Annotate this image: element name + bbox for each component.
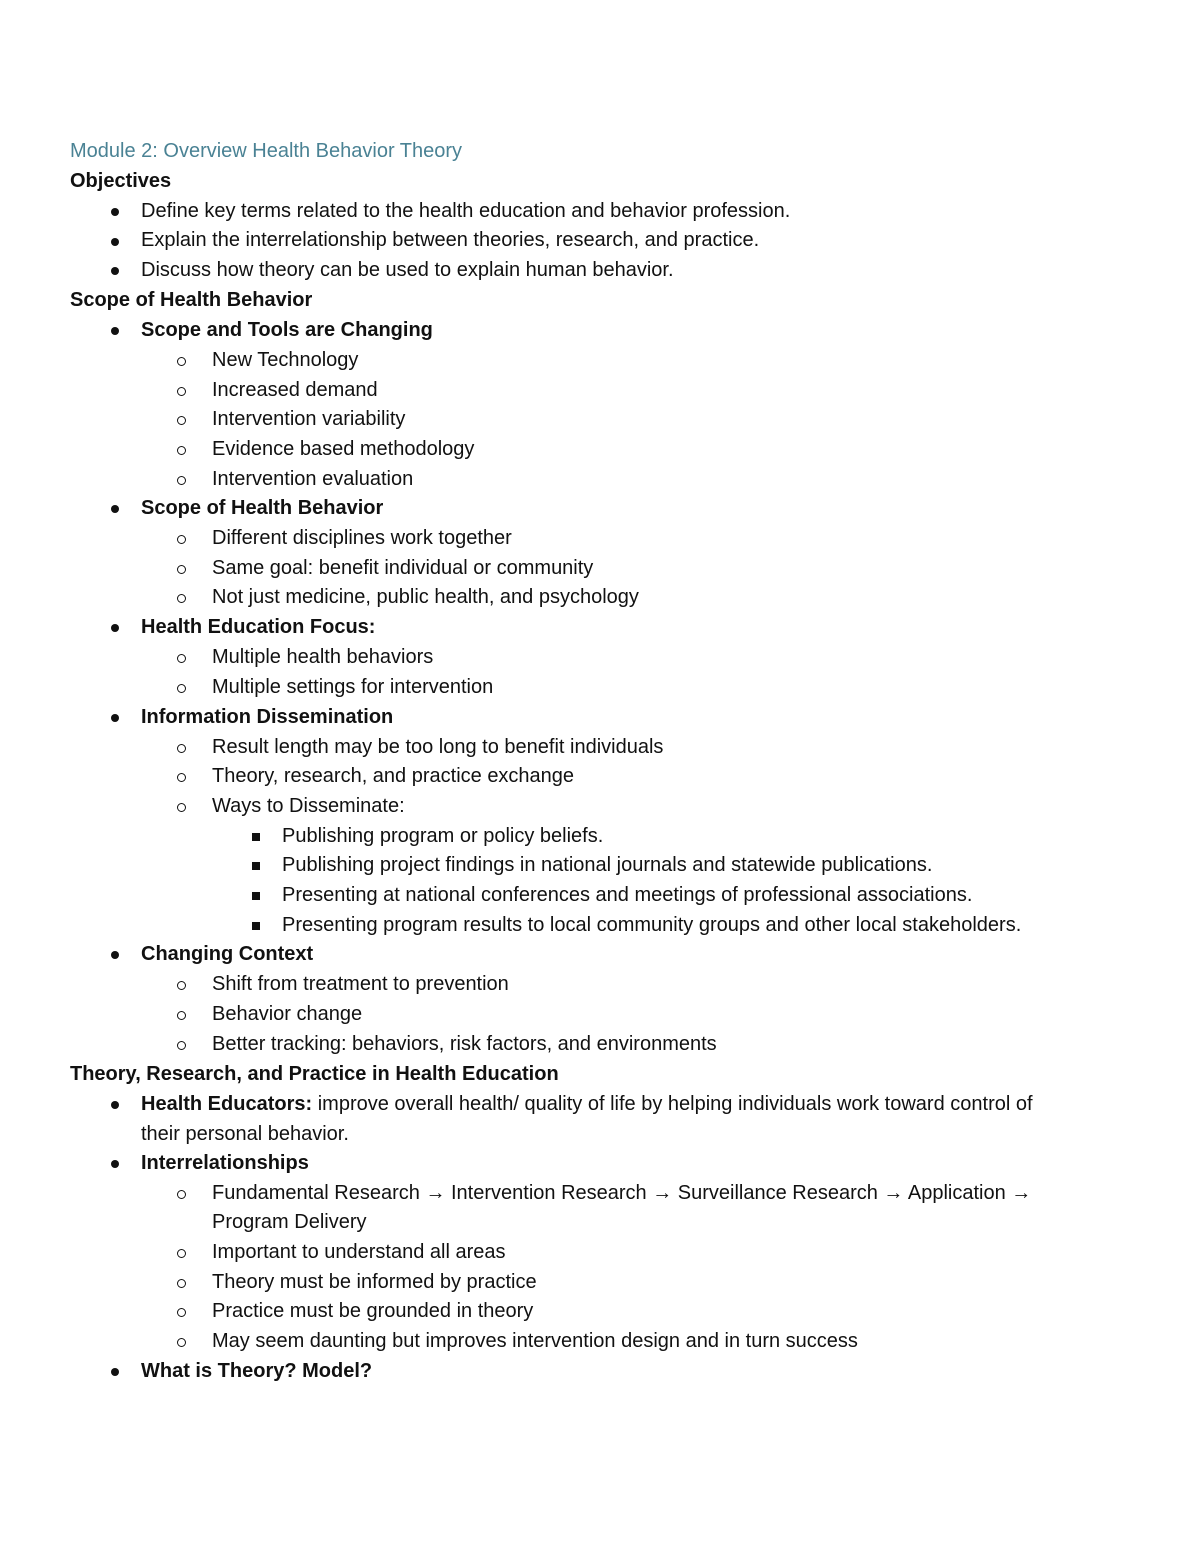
bullet-circle <box>177 387 186 396</box>
list-item: Better tracking: behaviors, risk factors, and environments <box>212 1033 717 1055</box>
objective-item: Discuss how theory can be used to explain human behavior. <box>141 259 674 281</box>
bullet-circle <box>177 446 186 455</box>
objective-item: Define key terms related to the health education and behavior profession. <box>141 200 791 222</box>
research-chain: Fundamental Research → Intervention Research → Surveillance Research → Application → <box>212 1182 1032 1204</box>
objectives-heading: Objectives <box>70 170 172 192</box>
list-item: May seem daunting but improves intervention design and in turn success <box>212 1330 858 1352</box>
bullet-circle <box>177 684 186 693</box>
scope-group-label: Health Education Focus: <box>141 616 376 638</box>
interrelationships-label: Interrelationships <box>141 1152 309 1174</box>
list-item: Not just medicine, public health, and psychology <box>212 586 639 608</box>
list-item: Ways to Disseminate: <box>212 795 405 817</box>
bullet-circle <box>177 773 186 782</box>
bullet-circle <box>177 476 186 485</box>
bullet-circle <box>177 654 186 663</box>
bullet-square <box>252 833 260 841</box>
bullet-circle <box>177 1279 186 1288</box>
bullet-square <box>252 922 260 930</box>
scope-group-label: Information Dissemination <box>141 706 394 728</box>
bullet-circle <box>177 594 186 603</box>
bullet-disc <box>111 505 119 513</box>
bullet-circle <box>177 1338 186 1347</box>
bullet-square <box>252 892 260 900</box>
dissemination-way: Publishing project findings in national journals and statewide publications. <box>282 854 933 876</box>
list-item: Theory, research, and practice exchange <box>212 765 575 787</box>
bullet-circle <box>177 1249 186 1258</box>
bullet-disc <box>111 1368 119 1376</box>
bullet-circle <box>177 357 186 366</box>
scope-group-label: Changing Context <box>141 943 314 965</box>
bullet-circle <box>177 416 186 425</box>
bullet-circle <box>177 1308 186 1317</box>
bullet-disc <box>111 208 119 216</box>
educators-label: Health Educators: <box>141 1093 313 1115</box>
educators-text-continued: their personal behavior. <box>141 1123 349 1145</box>
bullet-circle <box>177 535 186 544</box>
dissemination-way: Presenting program results to local community groups and other local stakeholders. <box>282 914 1022 936</box>
bullet-circle <box>177 1041 186 1050</box>
list-item: Same goal: benefit individual or community <box>212 557 594 579</box>
page-title: Module 2: Overview Health Behavior Theory <box>70 140 463 162</box>
bullet-disc <box>111 1160 119 1168</box>
bullet-disc <box>111 714 119 722</box>
list-item: Behavior change <box>212 1003 363 1025</box>
list-item: Intervention variability <box>212 408 406 430</box>
bullet-circle <box>177 1190 186 1199</box>
research-chain-continued: Program Delivery <box>212 1211 367 1233</box>
educators-text: improve overall health/ quality of life by helping individuals work toward control of <box>312 1093 1033 1115</box>
bullet-disc <box>111 624 119 632</box>
objective-item: Explain the interrelationship between theories, research, and practice. <box>141 229 760 251</box>
list-item: Different disciplines work together <box>212 527 512 549</box>
scope-heading: Scope of Health Behavior <box>70 289 313 311</box>
list-item: Result length may be too long to benefit individuals <box>212 736 664 758</box>
list-item: Intervention evaluation <box>212 468 414 490</box>
list-item: Theory must be informed by practice <box>212 1271 537 1293</box>
list-item: Multiple health behaviors <box>212 646 434 668</box>
dissemination-way: Publishing program or policy beliefs. <box>282 825 604 847</box>
bullet-disc <box>111 267 119 275</box>
bullet-square <box>252 862 260 870</box>
educators-line <box>141 1090 1033 1120</box>
scope-group-label: Scope and Tools are Changing <box>141 319 433 341</box>
trp-heading: Theory, Research, and Practice in Health Education <box>70 1063 559 1085</box>
bullet-circle <box>177 565 186 574</box>
scope-group-label: Scope of Health Behavior <box>141 497 384 519</box>
list-item: Shift from treatment to prevention <box>212 973 509 995</box>
dissemination-way: Presenting at national conferences and meetings of professional associations. <box>282 884 973 906</box>
bullet-disc <box>111 1101 119 1109</box>
list-item: Important to understand all areas <box>212 1241 506 1263</box>
what-is-theory-label: What is Theory? Model? <box>141 1360 373 1382</box>
list-item: Evidence based methodology <box>212 438 475 460</box>
bullet-disc <box>111 951 119 959</box>
bullet-disc <box>111 327 119 335</box>
bullet-circle <box>177 803 186 812</box>
list-item: Practice must be grounded in theory <box>212 1300 534 1322</box>
list-item: Increased demand <box>212 379 378 401</box>
bullet-disc <box>111 238 119 246</box>
bullet-circle <box>177 981 186 990</box>
list-item: Multiple settings for intervention <box>212 676 494 698</box>
bullet-circle <box>177 1011 186 1020</box>
list-item: New Technology <box>212 349 359 371</box>
bullet-circle <box>177 744 186 753</box>
